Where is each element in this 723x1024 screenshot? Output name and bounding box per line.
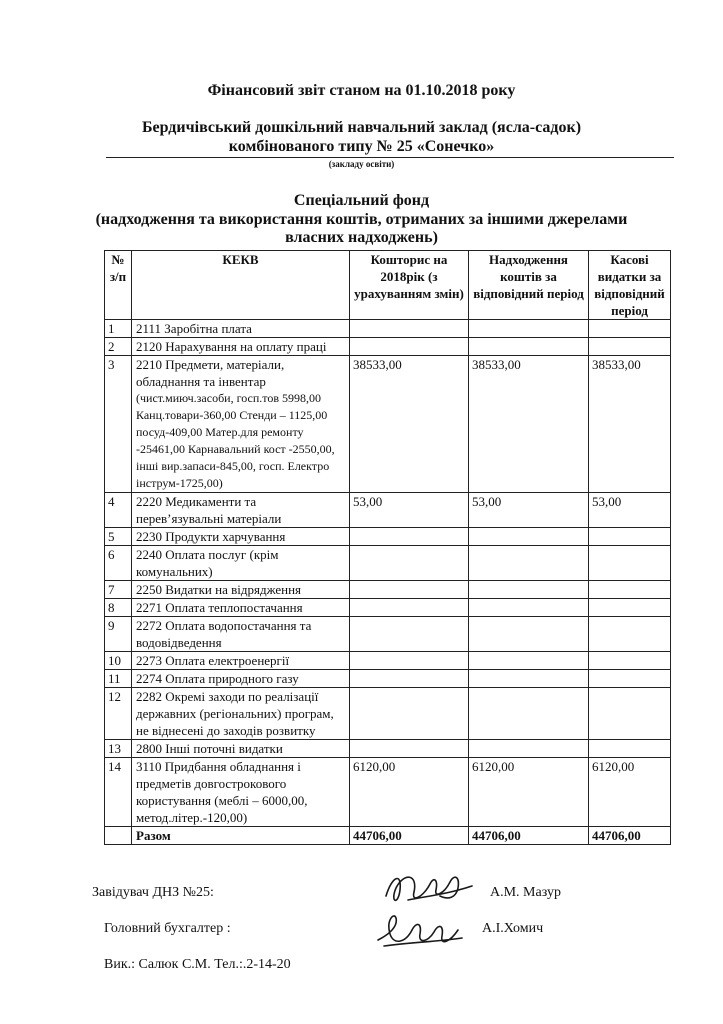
accountant-name: А.І.Хомич: [482, 921, 544, 936]
institution-name-line1: Бердичівський дошкільний навчальний заклад (ясла-садок): [141, 119, 582, 136]
row-kekv-label: 2273 Оплата електроенергії: [136, 653, 290, 668]
row-kekv: [132, 581, 350, 599]
row-budget: [350, 528, 469, 546]
row-budget: [350, 581, 469, 599]
table-row: [105, 652, 671, 670]
row-income: [469, 546, 589, 581]
row-kekv-label: 2210 Предмети, матеріали, обладнання та інвентар: [136, 357, 285, 389]
row-kekv: [132, 356, 350, 493]
total-row: [105, 827, 671, 845]
row-income: 38533,00: [469, 356, 589, 493]
row-kekv-label: 2250 Видатки на відрядження: [136, 582, 302, 597]
row-number: 8: [105, 599, 132, 617]
row-expenses: [589, 599, 671, 617]
row-budget: [350, 320, 469, 338]
total-label: Разом: [132, 827, 350, 845]
row-expenses: [589, 670, 671, 688]
row-kekv-label: 2274 Оплата природного газу: [136, 671, 299, 686]
row-kekv-label: 2271 Оплата теплопостачання: [136, 600, 303, 615]
table-row: [105, 740, 671, 758]
row-number: 13: [105, 740, 132, 758]
table-row: [105, 528, 671, 546]
fund-title: Спеціальний фонд: [293, 192, 430, 209]
row-number: 6: [105, 546, 132, 581]
row-budget: [350, 338, 469, 356]
row-kekv: [132, 528, 350, 546]
row-kekv-label: 2272 Оплата водопостачання та водовідведення: [136, 618, 312, 650]
row-kekv-label: 2230 Продукти харчування: [136, 529, 286, 544]
row-expenses: [589, 528, 671, 546]
total-expenses: 44706,00: [589, 827, 671, 845]
row-income: [469, 528, 589, 546]
row-kekv: [132, 599, 350, 617]
table-row: [105, 688, 671, 740]
column-header-income: Надходження коштів за відповідний період: [469, 251, 589, 320]
row-kekv: [132, 670, 350, 688]
row-kekv: [132, 320, 350, 338]
row-expenses: 6120,00: [589, 758, 671, 827]
row-budget: [350, 652, 469, 670]
total-budget: 44706,00: [350, 827, 469, 845]
row-expenses: [589, 338, 671, 356]
row-kekv: [132, 338, 350, 356]
row-budget: 6120,00: [350, 758, 469, 827]
row-number: 7: [105, 581, 132, 599]
executor-contact: Вик.: Салюк С.М. Тел.:.2-14-20: [104, 957, 291, 972]
row-number: 1: [105, 320, 132, 338]
fund-subtitle-line2: власних надходжень): [285, 229, 438, 246]
row-budget: [350, 688, 469, 740]
institution-underline: [106, 157, 674, 158]
row-number: 3: [105, 356, 132, 493]
row-expenses: [589, 581, 671, 599]
table-row: [105, 670, 671, 688]
total-row-no: [105, 827, 132, 845]
row-expenses: 53,00: [589, 493, 671, 528]
institution-name-line2: комбінованого типу № 25 «Сонечко»: [228, 138, 495, 155]
institution-caption: (закладу освіти): [328, 159, 395, 169]
column-header-kekv: КЕКВ: [132, 251, 350, 320]
row-expenses: 38533,00: [589, 356, 671, 493]
row-kekv: [132, 617, 350, 652]
row-number: 2: [105, 338, 132, 356]
row-expenses: [589, 617, 671, 652]
row-expenses: [589, 688, 671, 740]
row-number: 12: [105, 688, 132, 740]
total-income: 44706,00: [469, 827, 589, 845]
accountant-label: Головний бухгалтер :: [104, 921, 231, 936]
table-row: [105, 320, 671, 338]
row-income: [469, 581, 589, 599]
row-expenses: [589, 740, 671, 758]
row-number: 4: [105, 493, 132, 528]
table-row: [105, 617, 671, 652]
column-header-no: № з/п: [105, 251, 132, 320]
row-income: [469, 338, 589, 356]
fund-subtitle-line1: (надходження та використання коштів, отриманих за іншими джерелами: [95, 211, 628, 228]
row-income: [469, 740, 589, 758]
row-kekv: [132, 740, 350, 758]
row-budget: [350, 740, 469, 758]
row-kekv: [132, 652, 350, 670]
table-row: [105, 356, 671, 493]
row-number: 5: [105, 528, 132, 546]
row-kekv: [132, 688, 350, 740]
row-kekv: [132, 546, 350, 581]
row-budget: [350, 670, 469, 688]
table-row: [105, 758, 671, 827]
table-row: [105, 581, 671, 599]
row-expenses: [589, 320, 671, 338]
accountant-signature: [372, 908, 468, 952]
row-number: 10: [105, 652, 132, 670]
table-row: [105, 599, 671, 617]
row-kekv: [132, 758, 350, 827]
row-kekv-label: 3110 Придбання обладнання і предметів довгострокового користування (меблі – 6000,00, метод.літер.-120,00): [136, 759, 308, 825]
row-budget: [350, 617, 469, 652]
row-number: 14: [105, 758, 132, 827]
row-kekv-label: 2120 Нарахування на оплату праці: [136, 339, 327, 354]
row-income: [469, 617, 589, 652]
row-income: 6120,00: [469, 758, 589, 827]
row-kekv-label: 2800 Інші поточні видатки: [136, 741, 283, 756]
director-signature: [378, 866, 478, 910]
table-row: [105, 493, 671, 528]
column-header-budget: Кошторис на 2018рік (з урахуванням змін): [350, 251, 469, 320]
report-title: Фінансовий звіт станом на 01.10.2018 року: [207, 82, 516, 99]
row-expenses: [589, 652, 671, 670]
row-income: [469, 320, 589, 338]
row-budget: 38533,00: [350, 356, 469, 493]
column-header-expenses: Касові видатки за відповідний період: [589, 251, 671, 320]
director-label: Завідувач ДНЗ №25:: [92, 885, 214, 900]
row-number: 11: [105, 670, 132, 688]
table-header-row: [105, 251, 671, 320]
row-income: [469, 599, 589, 617]
table-row: [105, 546, 671, 581]
row-number: 9: [105, 617, 132, 652]
director-name: А.М. Мазур: [490, 885, 561, 900]
row-expenses: [589, 546, 671, 581]
row-budget: [350, 599, 469, 617]
row-income: [469, 688, 589, 740]
row-income: [469, 670, 589, 688]
row-income: [469, 652, 589, 670]
row-income: 53,00: [469, 493, 589, 528]
row-kekv-details: (чист.миюч.засоби, госп.тов 5998,00 Канц.товари-360,00 Стенди – 1125,00 посуд-409,00 Матер.для ремонту -25461,00 Карнавальний кост -2550,00, інші вир.запаси-845,00, госп. Електро інструм-1725,00): [136, 391, 335, 490]
special-fund-table: [104, 250, 671, 845]
row-kekv: [132, 493, 350, 528]
row-kekv-label: 2282 Окремі заходи по реалізації державних (регіональних) програм, не віднесені до заходів розвитку: [136, 689, 334, 738]
row-kekv-label: 2240 Оплата послуг (крім комунальних): [136, 547, 279, 579]
row-budget: [350, 546, 469, 581]
table-row: [105, 338, 671, 356]
row-kekv-label: 2111 Заробітна плата: [136, 321, 252, 336]
row-kekv-label: 2220 Медикаменти та перев’язувальні матеріали: [136, 494, 282, 526]
row-budget: 53,00: [350, 493, 469, 528]
